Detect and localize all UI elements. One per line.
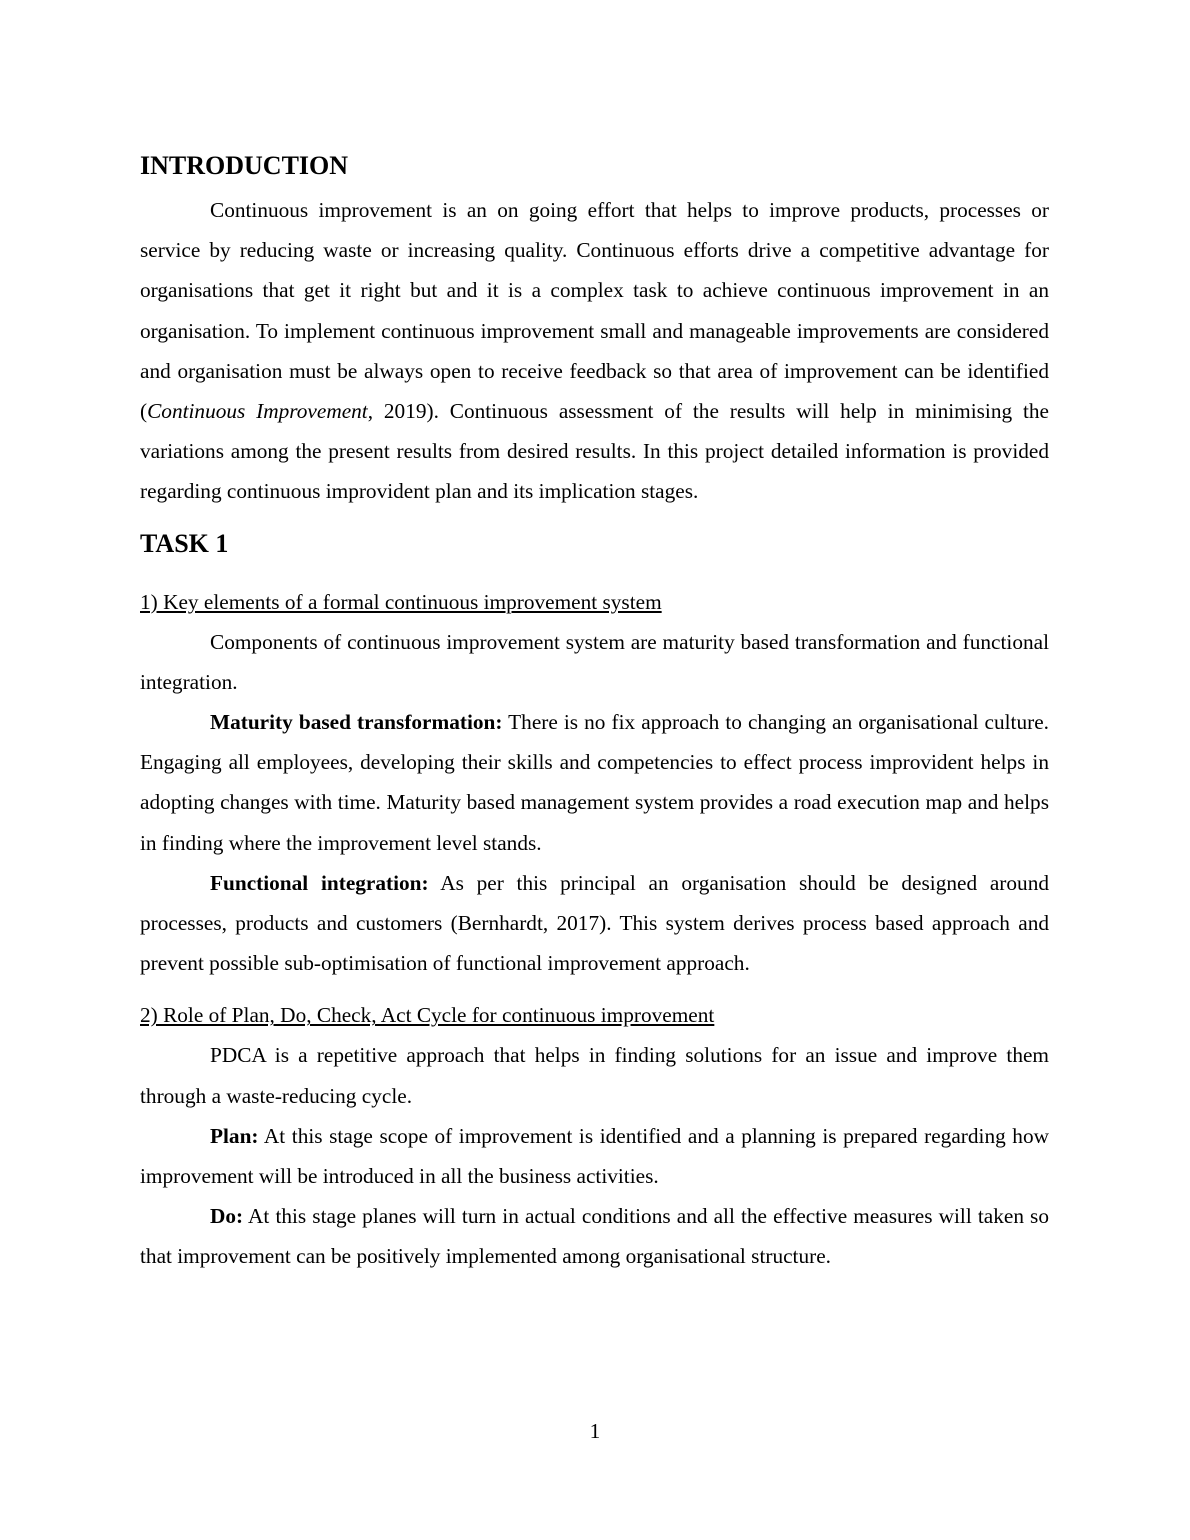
page-content <box>140 148 1049 1277</box>
plan-text: At this stage scope of improvement is identified and a planning is prepared regarding how improvement will be introduced in all the business activities. <box>140 1123 1049 1189</box>
citation-title: Continuous Improvement <box>147 399 368 424</box>
section-1-title: 1) Key elements of a formal continuous improvement system <box>140 589 662 614</box>
do-paragraph <box>140 1196 1049 1276</box>
functional-integration-paragraph <box>140 863 1049 984</box>
do-label: Do: <box>210 1204 244 1229</box>
plan-label: Plan: <box>210 1123 259 1148</box>
page-number: 1 <box>589 1419 601 1443</box>
section-2-title: 2) Role of Plan, Do, Check, Act Cycle for continuous improvement <box>140 1003 715 1028</box>
plan-paragraph <box>140 1116 1049 1196</box>
do-text: At this stage planes will turn in actual conditions and all the effective measures will taken so that improvement can be positively implemented among organisational structure. <box>140 1204 1049 1269</box>
introduction-paragraph <box>140 190 1049 512</box>
task-heading: TASK 1 <box>140 528 229 558</box>
functional-integration-text: As per this principal an organisation should be designed around processes, products and customers (Bernhardt, 2017). This system derives process based approach and prevent possible sub-optimisation of functional improvement approach. <box>140 870 1049 976</box>
maturity-text: There is no fix approach to changing an organisational culture. Engaging all employees, developing their skills and competencies to effect process improvident helps in adopting changes with time. Maturity based management system provides a road execution map and helps in finding where the improvement level stands. <box>140 710 1049 855</box>
section-2-intro: PDCA is a repetitive approach that helps in finding solutions for an issue and improve them through a waste-reducing cycle. <box>140 1043 1049 1108</box>
functional-integration-label: Functional integration: <box>210 870 429 895</box>
intro-text-part-1: Continuous improvement is an on going effort that helps to improve products, processes or service by reducing waste or increasing quality. Continuous efforts drive a competitive advantage for organisations that get it right but and it is a complex task to achieve continuous improvement in an organisation. To implement continuous improvement small and manageable improvements are considered and organisation must be always open to receive feedback so that area of improvement can be identified ( <box>140 198 1049 424</box>
intro-text-part-2: , 2019). Continuous assessment of the results will help in minimising the variations among the present results from desired results. In this project detailed information is provided regarding continuous improvident plan and its implication stages. <box>140 399 1049 504</box>
introduction-heading: INTRODUCTION <box>140 151 349 180</box>
section-1-intro: Components of continuous improvement system are maturity based transformation and functional integration. <box>140 629 1049 694</box>
maturity-label: Maturity based transformation: <box>210 710 503 735</box>
maturity-paragraph <box>140 702 1049 863</box>
